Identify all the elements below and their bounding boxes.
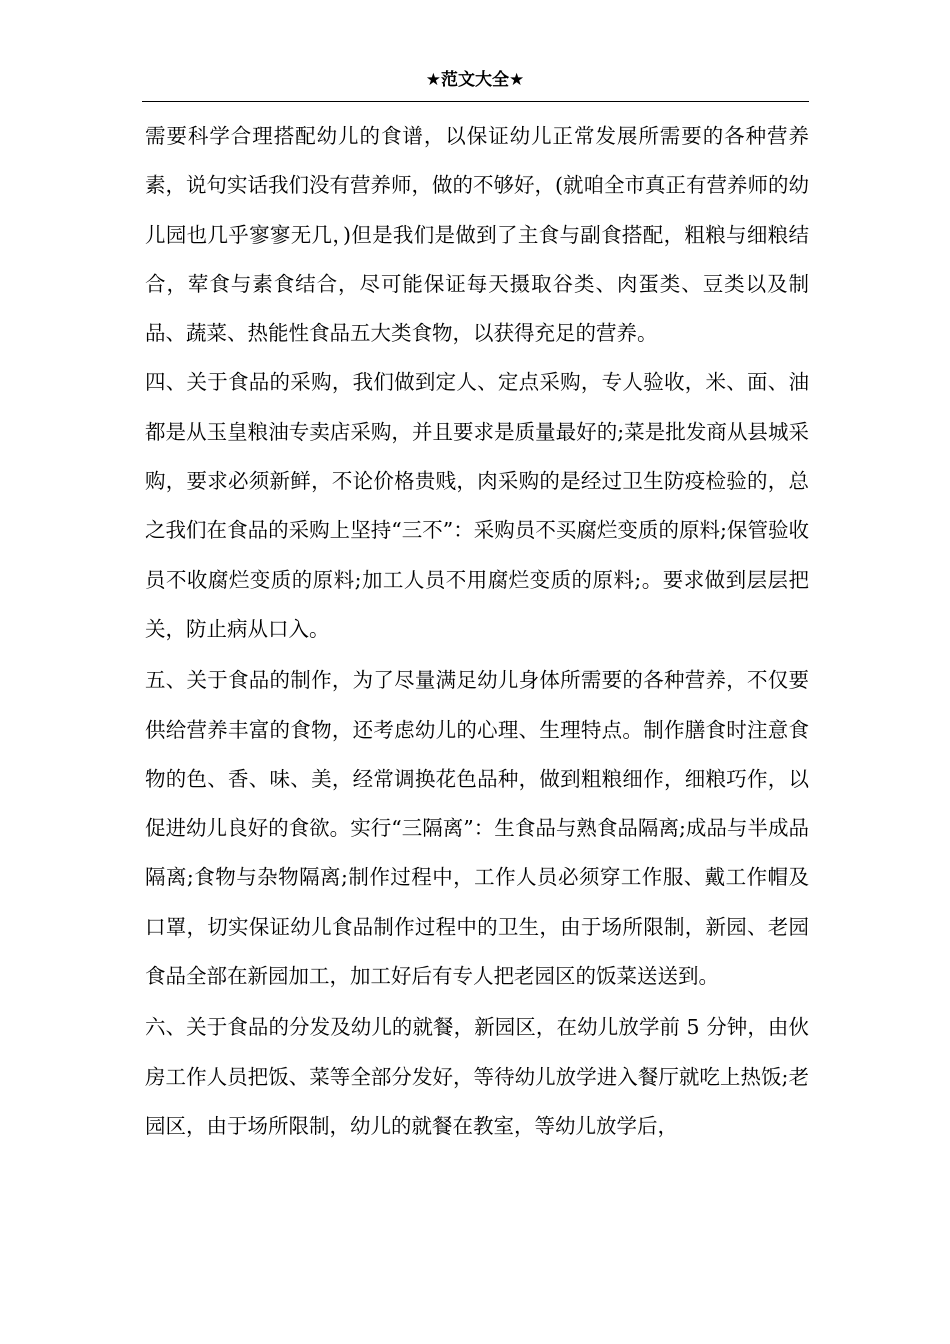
document-body [145, 112, 809, 1151]
header-divider [142, 101, 809, 102]
page-header-title: ★范文大全★ [425, 70, 525, 90]
paragraph-distribution: 六、关于食品的分发及幼儿的就餐，新园区，在幼儿放学前 5 分钟，由伙房工作人员把饭、菜等全部分发好，等待幼儿放学进入餐厅就吃上热饭;老园区，由于场所限制，幼儿的就餐在教室，等幼儿放学后， [145, 1015, 809, 1138]
paragraph-preparation: 五、关于食品的制作，为了尽量满足幼儿身体所需要的各种营养，不仅要供给营养丰富的食物，还考虑幼儿的心理、生理特点。制作膳食时注意食物的色、香、味、美，经常调换花色品种，做到粗粮细作，细粮巧作，以促进幼儿良好的食欲。实行“三隔离”：生食品与熟食品隔离;成品与半成品隔离;食物与杂物隔离;制作过程中，工作人员必须穿工作服、戴工作帽及口罩，切实保证幼儿食品制作过程中的卫生，由于场所限制，新园、老园食品全部在新园加工，加工好后有专人把老园区的饭菜送送到。 [145, 668, 809, 989]
paragraph-nutrition: 需要科学合理搭配幼儿的食谱，以保证幼儿正常发展所需要的各种营养素，说句实话我们没有营养师，做的不够好，(就咱全市真正有营养师的幼儿园也几乎寥寥无几，)但是我们是做到了主食与副食搭配，粗粮与细粮结合，荤食与素食结合，尽可能保证每天摄取谷类、肉蛋类、豆类以及制品、蔬菜、热能性食品五大类食物，以获得充足的营养。 [145, 124, 809, 346]
paragraph-procurement: 四、关于食品的采购，我们做到定人、定点采购，专人验收，米、面、油都是从玉皇粮油专卖店采购，并且要求是质量最好的;菜是批发商从县城采购，要求必须新鲜，不论价格贵贱，肉采购的是经过卫生防疫检验的，总之我们在食品的采购上坚持“三不”：采购员不买腐烂变质的原料;保管验收员不收腐烂变质的原料;加工人员不用腐烂变质的原料;。要求做到层层把关，防止病从口入。 [145, 370, 809, 641]
